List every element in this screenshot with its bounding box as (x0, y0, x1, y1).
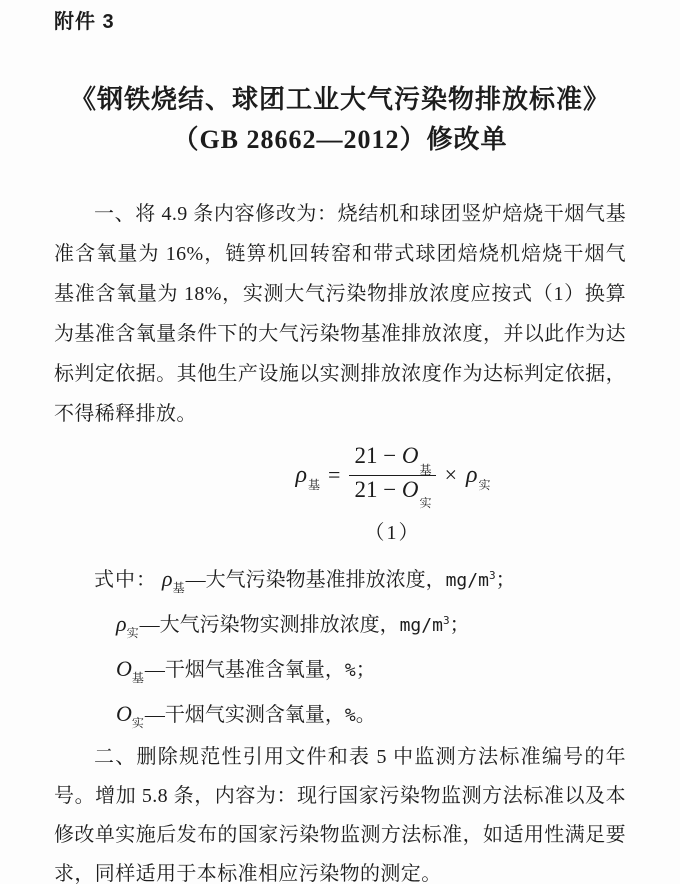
term-description: —大气污染物基准排放浓度， (185, 569, 446, 591)
oxygen-symbol: O (401, 442, 419, 468)
paragraph-clause-1: 一、将 4.9 条内容修改为：烧结机和球团竖炉焙烧干烟气基准含氧量为 16%，链箅机回转窑和带式球团焙烧机焙烧干烟气基准含氧量为 18%，实测大气污染物排放浓度应按式（1）换算为基准含氧量条件下的大气污染物基准排放浓度，并以此作为达标判定依据。其他生产设施以实测排放浓度作为达标判定依据，不得稀释排放。 (54, 203, 626, 425)
equals-sign: = (328, 462, 341, 487)
term-unit: % (344, 660, 356, 681)
attachment-label: 附件 3 (54, 11, 115, 33)
oxygen-subscript: 实 (419, 496, 432, 511)
term-unit: % (344, 705, 356, 726)
document-title-line2: （GB 28662—2012）修改单 (172, 125, 508, 154)
term-unit-superscript: 3 (488, 569, 496, 582)
term-unit: mg/m (445, 570, 489, 591)
where-term-row (54, 603, 626, 648)
document-title (54, 80, 626, 160)
term-subscript: 实 (126, 626, 139, 640)
term-subscript: 基 (172, 581, 185, 595)
term-description: —干烟气基准含氧量， (144, 659, 345, 681)
fraction-denominator (349, 476, 435, 509)
rho-symbol: ρ (162, 566, 173, 591)
term-punctuation: 。 (355, 704, 376, 726)
oxygen-subscript: 基 (419, 462, 432, 477)
formula-rhs (465, 461, 491, 492)
term-subscript: 实 (131, 716, 144, 730)
term-unit-superscript: 3 (442, 614, 450, 627)
paragraph-clause-2: 二、删除规范性引用文件和表 5 中监测方法标准编号的年号。增加 5.8 条，内容为：现行国家污染物监测方法标准以及本修改单实施后发布的国家污染物监测方法标准，如适用性满足要求，同样适用于本标准相应污染物的测定。 (54, 746, 626, 884)
term-punctuation: ； (495, 569, 516, 591)
term-subscript: 基 (131, 671, 144, 685)
formula-row (295, 442, 491, 511)
document-title-line1: 《钢铁烧结、球团工业大气污染物排放标准》 (69, 85, 610, 114)
numerator-prefix: 21 − (354, 442, 402, 468)
fraction-numerator (349, 442, 435, 475)
times-sign: × (444, 462, 457, 487)
rho-symbol: ρ (465, 461, 478, 488)
formula-lhs (295, 461, 321, 492)
equation-number: （1） (364, 522, 421, 544)
fraction (349, 442, 435, 511)
denominator-prefix: 21 − (354, 476, 402, 502)
oxygen-symbol: O (116, 656, 132, 681)
term-unit: mg/m (399, 615, 443, 636)
oxygen-symbol: O (116, 701, 132, 726)
where-clause (54, 558, 626, 738)
where-label: 式中： (94, 569, 157, 591)
where-term-row (54, 693, 626, 738)
where-term-row (54, 558, 626, 603)
oxygen-symbol: O (401, 476, 419, 502)
rho-subscript: 实 (478, 477, 491, 492)
rho-symbol: ρ (116, 611, 127, 636)
rho-symbol: ρ (295, 461, 307, 488)
term-description: —干烟气实测含氧量， (144, 704, 345, 726)
rho-subscript: 基 (308, 477, 321, 492)
term-description: —大气污染物实测排放浓度， (139, 614, 400, 636)
where-term-row (54, 648, 626, 693)
term-punctuation: ； (355, 659, 376, 681)
formula-equation-1 (54, 442, 626, 511)
term-punctuation: ； (449, 614, 470, 636)
